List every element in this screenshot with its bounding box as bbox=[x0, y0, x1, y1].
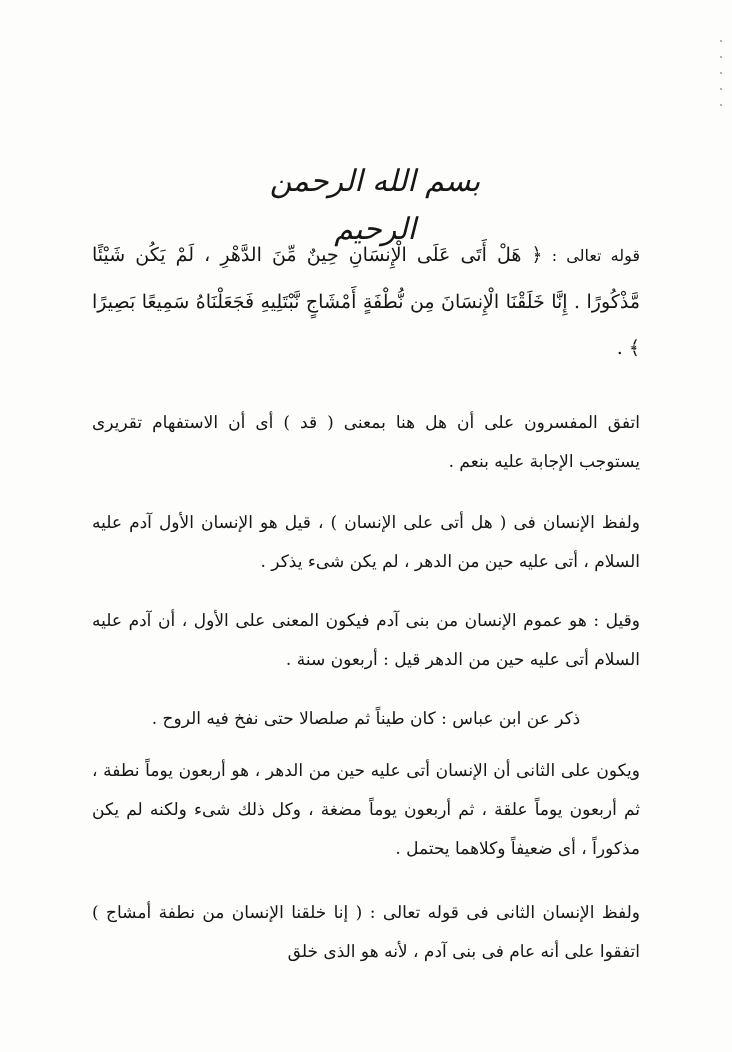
verse-text: ﴿ هَلْ أَتَى عَلَى الْإِنسَانِ حِينٌ مِّنَ الدَّهْرِ ، لَمْ يَكُن شَيْئًا مَّذْكُورًا . إِنَّا خَلَقْنَا الْإِنسَانَ مِن نُّطْفَةٍ أَمْشَاجٍ نَّبْتَلِيهِ فَجَعَلْنَاهُ سَمِيعًا بَصِيرًا ﴾ . bbox=[92, 244, 640, 359]
paragraph-1: اتفق المفسرون على أن هل هنا بمعنى ( قد ) أى أن الاستفهام تقريرى يستوجب الإجابة عليه بنعم . bbox=[92, 413, 640, 472]
paragraph-4: ذكر عن ابن عباس : كان طيناً ثم صلصالا حتى نفخ فيه الروح . bbox=[151, 709, 581, 729]
paragraph-6: ولفظ الإنسان الثانى فى قوله تعالى : ( إنا خلقنا الإنسان من نطفة أمشاج ) اتفقوا على أنه عام فى بنى آدم ، لأنه هو الذى خلق bbox=[92, 903, 640, 962]
paragraph-2: ولفظ الإنسان فى ( هل أتى على الإنسان ) ، قيل هو الإنسان الأول آدم عليه السلام ، أتى عليه حين من الدهر ، لم يكن شىء يذكر . bbox=[92, 513, 640, 572]
basmala-heading: بسم الله الرحمن الرحيم bbox=[269, 164, 481, 247]
verse-lead: قوله تعالى : bbox=[542, 246, 640, 265]
quran-verse bbox=[92, 232, 640, 371]
paragraph-3: وقيل : هو عموم الإنسان من بنى آدم فيكون المعنى على الأول ، أن آدم عليه السلام أتى عليه حين من الدهر قيل : أربعون سنة . bbox=[92, 611, 640, 670]
paragraph-5: ويكون على الثانى أن الإنسان أتى عليه حين من الدهر ، هو أربعون يوماً نطفة ، ثم أربعون يوماً علقة ، ثم أربعون يوماً مضغة ، وكل ذلك شىء ولكنه لم يكن مذكوراً ، أى ضعيفاً وكلاهما يحتمل . bbox=[92, 761, 640, 859]
margin-dots bbox=[720, 40, 724, 120]
